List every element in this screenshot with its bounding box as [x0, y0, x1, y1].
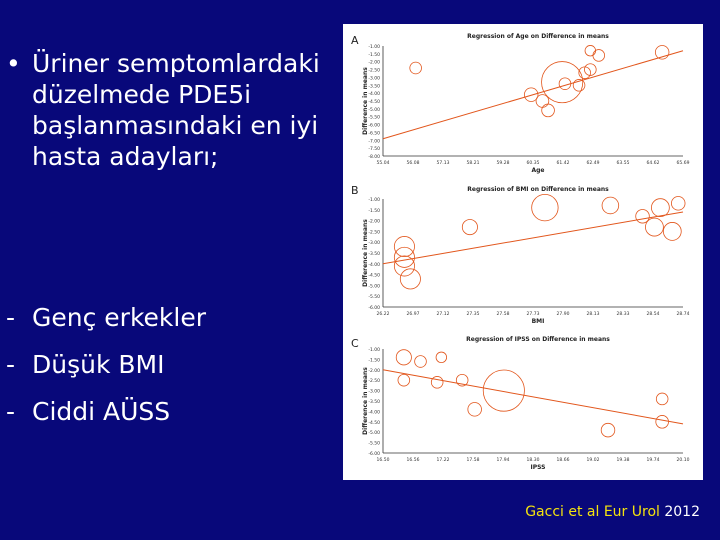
- y-tick-label: -5.00: [368, 431, 380, 437]
- citation-year: 2012: [664, 504, 700, 520]
- y-axis-label: Difference in means: [362, 219, 369, 287]
- chart-title: Regression of BMI on Difference in means: [467, 186, 609, 193]
- y-tick-label: -4.00: [368, 410, 380, 416]
- y-tick-label: -1.50: [368, 208, 380, 214]
- y-tick-label: -1.50: [368, 358, 380, 364]
- data-point: [645, 218, 663, 236]
- y-tick-label: -5.50: [368, 295, 380, 301]
- data-point: [532, 194, 558, 220]
- dash-item-text: Genç erkekler: [32, 303, 206, 332]
- x-tick-label: 26.97: [406, 312, 420, 317]
- data-point: [396, 350, 411, 365]
- bullet-item: [6, 48, 336, 172]
- x-tick-label: 57.13: [436, 161, 450, 166]
- data-point: [663, 222, 681, 240]
- x-tick-label: 27.73: [526, 312, 540, 317]
- data-point: [601, 423, 615, 437]
- dash-item: [6, 388, 206, 435]
- x-tick-label: 62.49: [586, 161, 600, 166]
- chart-title: Regression of IPSS on Difference in means: [466, 336, 610, 343]
- x-tick-label: 56.08: [406, 161, 420, 166]
- x-tick-label: 28.54: [646, 312, 660, 317]
- y-tick-label: -4.00: [368, 92, 380, 98]
- x-tick-label: 16.56: [406, 458, 420, 463]
- chart-panel: [351, 33, 690, 174]
- chart-title: Regression of Age on Difference in means: [467, 33, 609, 40]
- chart-panel: [351, 336, 690, 471]
- y-tick-label: -2.50: [368, 230, 380, 236]
- y-tick-label: -2.00: [368, 219, 380, 225]
- y-tick-label: -8.00: [368, 155, 380, 160]
- x-tick-label: 20.10: [676, 458, 690, 463]
- panel-letter: A: [351, 34, 359, 47]
- x-tick-label: 64.62: [646, 161, 660, 166]
- dash-item-text: Ciddi AÜSS: [32, 397, 171, 426]
- y-tick-label: -4.50: [368, 100, 380, 105]
- y-tick-label: -3.00: [368, 389, 380, 395]
- y-axis-label: Difference in means: [362, 367, 369, 435]
- regression-figure: [343, 24, 703, 480]
- y-tick-label: -2.50: [368, 68, 380, 74]
- x-tick-label: 28.13: [586, 312, 600, 317]
- y-tick-label: -5.50: [368, 441, 380, 447]
- dash-item-text: Düşük BMI: [32, 350, 165, 379]
- data-point: [415, 356, 427, 368]
- data-point: [585, 45, 596, 56]
- y-tick-label: -7.00: [368, 139, 380, 145]
- regression-line: [383, 51, 683, 139]
- data-point: [602, 197, 619, 214]
- x-tick-label: 55.04: [376, 161, 390, 166]
- x-tick-label: 65.69: [676, 161, 690, 166]
- panel-letter: C: [351, 337, 359, 350]
- y-tick-label: -4.50: [368, 273, 380, 279]
- x-tick-label: 26.22: [376, 312, 390, 317]
- y-tick-label: -6.00: [368, 123, 380, 129]
- dash-mark: -: [6, 303, 16, 332]
- data-point: [651, 199, 669, 217]
- y-tick-label: -1.00: [368, 45, 380, 50]
- y-tick-label: -3.00: [368, 76, 380, 82]
- y-tick-label: -3.50: [368, 84, 380, 90]
- x-tick-label: 19.02: [586, 458, 600, 463]
- data-point: [483, 370, 524, 411]
- data-point: [398, 374, 410, 386]
- x-tick-label: 27.90: [556, 312, 570, 317]
- data-point: [671, 197, 685, 211]
- y-tick-label: -3.50: [368, 400, 380, 405]
- y-tick-label: -3.00: [368, 241, 380, 247]
- data-point: [542, 104, 555, 117]
- dash-item: [6, 294, 206, 341]
- x-tick-label: 28.33: [616, 312, 630, 317]
- x-tick-label: 60.35: [526, 161, 540, 166]
- x-tick-label: 18.30: [526, 458, 540, 463]
- regression-plots: [343, 24, 703, 480]
- y-tick-label: -2.00: [368, 60, 380, 66]
- y-tick-label: -6.00: [368, 452, 380, 457]
- data-point: [394, 247, 414, 267]
- regression-line: [383, 212, 683, 264]
- x-tick-label: 27.12: [436, 312, 450, 317]
- x-tick-label: 17.58: [466, 458, 480, 463]
- x-tick-label: 58.21: [466, 161, 480, 166]
- y-tick-label: -5.00: [368, 284, 380, 290]
- x-tick-label: 19.74: [646, 458, 660, 463]
- data-point: [436, 352, 447, 363]
- x-axis-label: BMI: [531, 318, 545, 325]
- x-tick-label: 27.35: [466, 312, 480, 317]
- data-point: [400, 269, 420, 289]
- data-point: [394, 236, 414, 256]
- x-tick-label: 17.94: [496, 458, 510, 463]
- y-tick-label: -1.50: [368, 52, 380, 58]
- bullet-dot-icon: •: [6, 49, 21, 78]
- bullet-text: Üriner semptomlardaki düzelmede PDE5i başlanmasındaki en iyi hasta adayları;: [32, 49, 320, 171]
- x-tick-label: 19.38: [616, 458, 630, 463]
- x-axis-label: IPSS: [530, 464, 546, 471]
- dash-mark: -: [6, 397, 16, 426]
- y-tick-label: -3.50: [368, 252, 380, 257]
- y-tick-label: -2.00: [368, 368, 380, 374]
- citation-text: Gacci et al Eur Urol: [525, 504, 660, 520]
- x-tick-label: 59.28: [496, 161, 510, 166]
- chart-panel: [351, 184, 690, 325]
- data-point: [593, 50, 605, 62]
- y-tick-label: -5.00: [368, 107, 380, 113]
- y-tick-label: -4.50: [368, 420, 380, 426]
- x-tick-label: 16.50: [376, 458, 390, 463]
- data-point: [468, 403, 482, 417]
- data-point: [656, 393, 668, 405]
- panel-letter: B: [351, 184, 359, 197]
- x-tick-label: 63.55: [616, 161, 630, 166]
- data-point: [394, 256, 414, 276]
- regression-line: [383, 370, 683, 424]
- dash-item: [6, 341, 206, 388]
- x-tick-label: 18.66: [556, 458, 570, 463]
- y-tick-label: -6.50: [368, 131, 380, 137]
- y-tick-label: -1.00: [368, 198, 380, 203]
- y-axis-label: Difference in means: [362, 67, 369, 135]
- x-tick-label: 61.42: [556, 161, 570, 166]
- x-tick-label: 28.74: [676, 312, 690, 317]
- x-axis-label: Age: [531, 167, 545, 174]
- x-tick-label: 27.58: [496, 312, 510, 317]
- y-tick-label: -6.00: [368, 306, 380, 311]
- dash-list: [6, 294, 206, 435]
- y-tick-label: -2.50: [368, 379, 380, 385]
- data-point: [462, 219, 477, 234]
- x-tick-label: 17.22: [436, 458, 450, 463]
- data-point: [410, 62, 422, 74]
- dash-mark: -: [6, 350, 16, 379]
- y-tick-label: -1.00: [368, 348, 380, 353]
- citation: [525, 504, 700, 520]
- y-tick-label: -4.00: [368, 262, 380, 268]
- y-tick-label: -5.50: [368, 115, 380, 121]
- data-point: [656, 415, 669, 428]
- y-tick-label: -7.50: [368, 147, 380, 153]
- data-point: [431, 376, 443, 388]
